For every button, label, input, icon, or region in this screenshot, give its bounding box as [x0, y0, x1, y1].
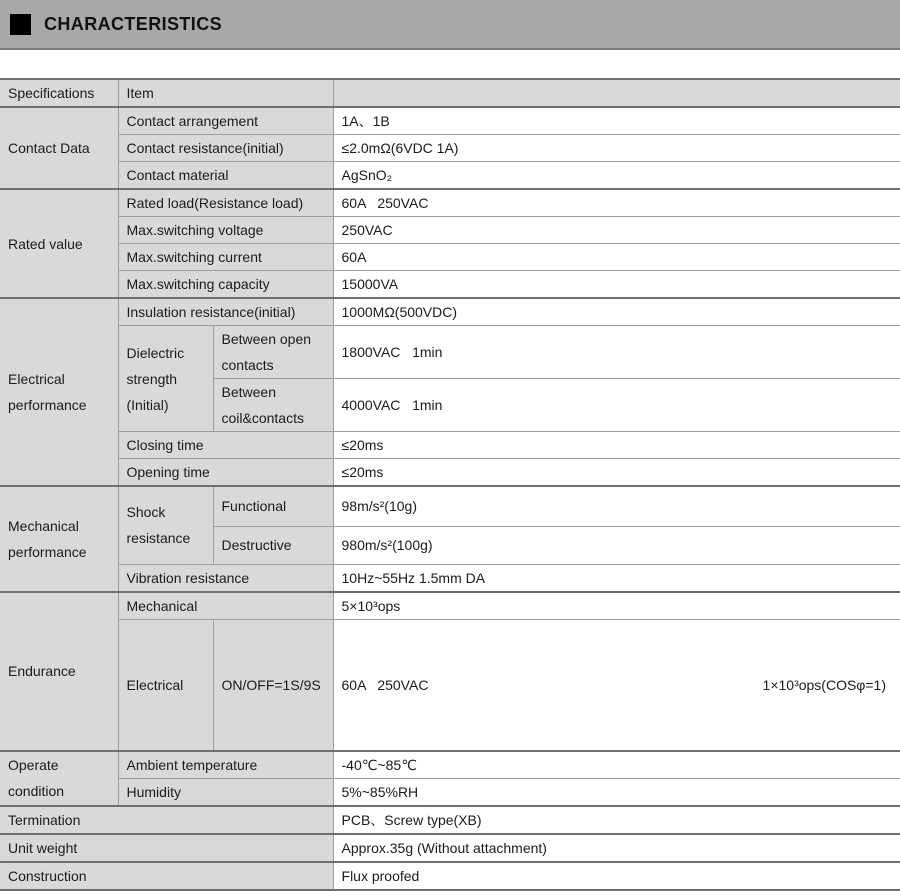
- table-row: [0, 298, 900, 326]
- value-contact-resistance: ≤2.0mΩ(6VDC 1A): [333, 135, 900, 162]
- table-row: [0, 564, 900, 592]
- table-row: [0, 135, 900, 162]
- table-header-row: [0, 79, 900, 107]
- value-endurance-electrical-load: 60A 250VAC: [341, 676, 429, 693]
- section-title-bar: [0, 0, 900, 50]
- item-shock-destructive: Destructive: [213, 526, 333, 564]
- characteristics-table: [0, 78, 900, 891]
- header-value-spacer: [333, 79, 900, 107]
- value-endurance-electrical: [333, 619, 900, 751]
- item-rated-load: Rated load(Resistance load): [118, 189, 333, 217]
- item-contact-resistance: Contact resistance(initial): [118, 135, 333, 162]
- value-shock-destructive: 980m/s²(100g): [333, 526, 900, 564]
- value-max-switching-capacity: 15000VA: [333, 271, 900, 299]
- item-insulation-resistance: Insulation resistance(initial): [118, 298, 333, 326]
- value-contact-arrangement: 1A、1B: [333, 107, 900, 135]
- item-max-switching-voltage: Max.switching voltage: [118, 217, 333, 244]
- item-between-open-contacts: Between open contacts: [213, 326, 333, 379]
- item-endurance-electrical: Electrical: [118, 619, 213, 751]
- value-ambient-temperature: -40℃~85℃: [333, 751, 900, 779]
- item-between-coil-contacts: Between coil&contacts: [213, 379, 333, 432]
- item-contact-material: Contact material: [118, 162, 333, 190]
- item-vibration-resistance: Vibration resistance: [118, 564, 333, 592]
- table-row: [0, 862, 900, 890]
- table-row: [0, 806, 900, 834]
- value-unit-weight: Approx.35g (Without attachment): [333, 834, 900, 862]
- value-between-coil-contacts: 4000VAC 1min: [333, 379, 900, 432]
- header-item: Item: [118, 79, 333, 107]
- value-opening-time: ≤20ms: [333, 459, 900, 487]
- item-opening-time: Opening time: [118, 459, 333, 487]
- page-title: CHARACTERISTICS: [44, 13, 223, 34]
- table-row: [0, 459, 900, 487]
- value-endurance-mechanical: 5×10³ops: [333, 592, 900, 620]
- value-construction: Flux proofed: [333, 862, 900, 890]
- table-row: [0, 107, 900, 135]
- value-rated-load: 60A 250VAC: [333, 189, 900, 217]
- table-row: [0, 619, 900, 751]
- item-contact-arrangement: Contact arrangement: [118, 107, 333, 135]
- section-marker-icon: [10, 14, 31, 35]
- item-max-switching-current: Max.switching current: [118, 244, 333, 271]
- table-row: [0, 751, 900, 779]
- item-dielectric-strength: Dielectric strength (Initial): [118, 326, 213, 432]
- spec-label-rated-value: Rated value: [0, 189, 118, 298]
- item-endurance-electrical-condition: ON/OFF=1S/9S: [213, 619, 333, 751]
- value-max-switching-voltage: 250VAC: [333, 217, 900, 244]
- item-ambient-temperature: Ambient temperature: [118, 751, 333, 779]
- value-vibration-resistance: 10Hz~55Hz 1.5mm DA: [333, 564, 900, 592]
- spec-label-endurance: Endurance: [0, 592, 118, 751]
- table-row: [0, 592, 900, 620]
- spec-label-unit-weight: Unit weight: [0, 834, 333, 862]
- table-row: [0, 834, 900, 862]
- item-endurance-mechanical: Mechanical: [118, 592, 333, 620]
- value-closing-time: ≤20ms: [333, 432, 900, 459]
- value-endurance-electrical-ops: 1×10³ops(COSφ=1): [762, 676, 887, 693]
- item-humidity: Humidity: [118, 778, 333, 806]
- spec-label-construction: Construction: [0, 862, 333, 890]
- table-row: [0, 244, 900, 271]
- table-row: [0, 189, 900, 217]
- value-insulation-resistance: 1000MΩ(500VDC): [333, 298, 900, 326]
- table-row: [0, 326, 900, 379]
- value-humidity: 5%~85%RH: [333, 778, 900, 806]
- item-max-switching-capacity: Max.switching capacity: [118, 271, 333, 299]
- table-row: [0, 217, 900, 244]
- table-row: [0, 432, 900, 459]
- spec-label-termination: Termination: [0, 806, 333, 834]
- spec-label-mechanical-performance: Mechanical performance: [0, 486, 118, 592]
- item-closing-time: Closing time: [118, 432, 333, 459]
- spec-label-electrical-performance: Electrical performance: [0, 298, 118, 486]
- header-specifications: Specifications: [0, 79, 118, 107]
- value-contact-material: AgSnO₂: [333, 162, 900, 190]
- value-termination: PCB、Screw type(XB): [333, 806, 900, 834]
- table-row: [0, 486, 900, 526]
- value-between-open-contacts: 1800VAC 1min: [333, 326, 900, 379]
- value-max-switching-current: 60A: [333, 244, 900, 271]
- spec-label-contact-data: Contact Data: [0, 107, 118, 189]
- table-row: [0, 271, 900, 299]
- table-row: [0, 162, 900, 190]
- table-row: [0, 778, 900, 806]
- item-shock-resistance: Shock resistance: [118, 486, 213, 564]
- value-shock-functional: 98m/s²(10g): [333, 486, 900, 526]
- spec-label-operate-condition: Operate condition: [0, 751, 118, 806]
- item-shock-functional: Functional: [213, 486, 333, 526]
